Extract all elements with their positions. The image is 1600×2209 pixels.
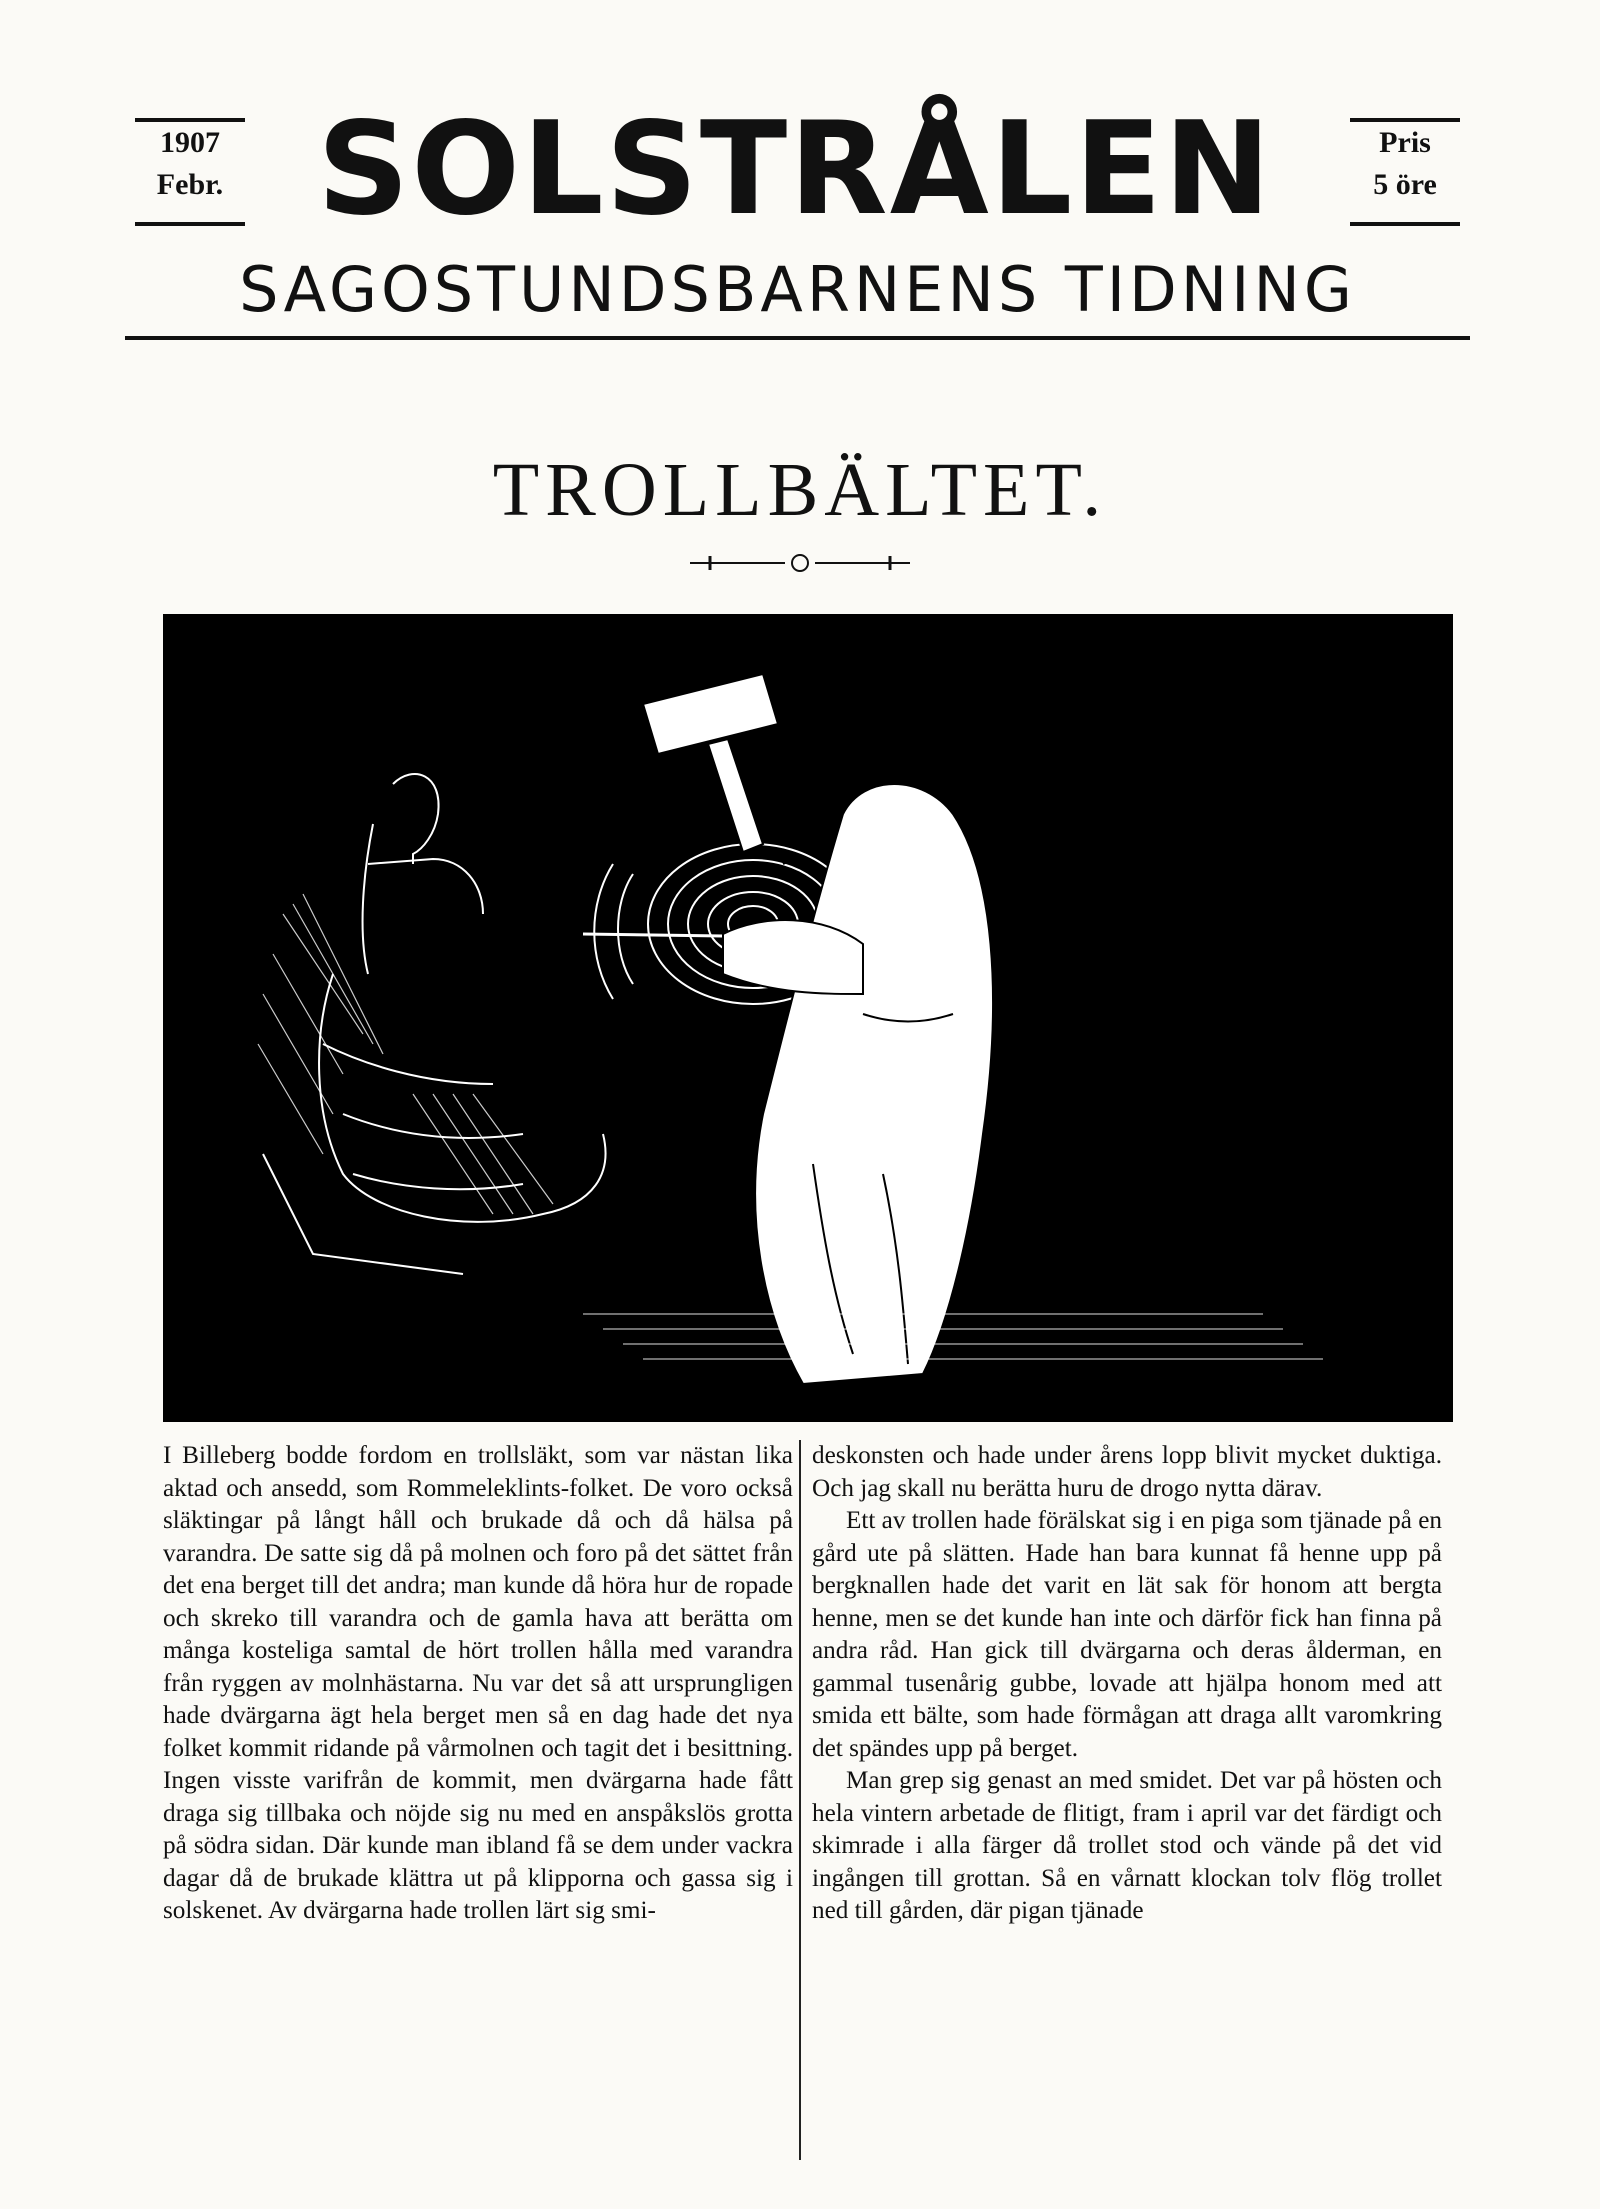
newspaper-title: SOLSTRÅLEN xyxy=(317,95,1273,244)
issue-date-box xyxy=(135,118,245,226)
paragraph: I Billeberg bodde fordom en trollsläkt, som var nästan lika aktad och ansedd, som Rommeleklints-folket. De voro också släktingar på långt håll och brukade då och då hälsa på varandra. De satte sig då på molnen och foro på det sättet från det ena berget till det andra; man kunde då höra hur de ropade och skreko till varandra och de gamla hava att berätta om många kosteliga samtal de hört trollen hålla med varandra från ryggen av molnhästarna. Nu var det så att ursprungligen hade dvärgarna ägt hela berget men så en dag hade det nya folket kommit ridande på vårmolnen och tagit det i besittning. Ingen visste varifrån de kommit, men dvärgarna hade fått draga sig tillbaka och nöjde sig nu med en anspåkslös grotta på södra sidan. Där kunde man ibland få se dem under vackra dagar då de brukade klättra ut på klipporna och gassa sig i solskenet. Av dvärgarna hade trollen lärt sig smi- xyxy=(163,1442,793,1924)
masthead-rule xyxy=(125,336,1470,340)
paragraph: deskonsten och hade under årens lopp blivit mycket duktiga. Och jag skall nu berätta huru de drogo nytta därav. xyxy=(812,1442,1442,1502)
masthead xyxy=(125,95,1470,380)
issue-month: Febr. xyxy=(156,168,224,201)
paragraph: Ett av trollen hade förälskat sig i en piga som tjänade på en gård ute på slätten. Hade han bara kunnat få henne upp på bergknallen hade det varit en lät sak för honom att bergta henne, men se det kunde han inte och därför fick han finna på andra råd. Han gick till dvärgarna och deras ålderman, en gammal tusenårig gubbe, lovade att hjälpa honom med att smida ett bälte, som hade förmågan att draga allt varomkring det spändes upp på berget. xyxy=(812,1507,1442,1762)
newspaper-subtitle: SAGOSTUNDSBARNENS TIDNING xyxy=(239,253,1356,326)
issue-year: 1907 xyxy=(160,126,220,159)
article-column-left xyxy=(163,1440,793,2160)
price-value: 5 öre xyxy=(1373,168,1437,201)
price-label: Pris xyxy=(1379,126,1431,159)
illustration-trolls-forging-belt xyxy=(163,614,1453,1422)
article-title: TROLLBÄLTET. xyxy=(492,448,1108,532)
price-box xyxy=(1350,118,1460,226)
title-ornament xyxy=(680,550,920,576)
paragraph: Man grep sig genast an med smidet. Det var på hösten och hela vintern arbetade de flitigt, fram i april var det färdigt och skimrade i alla färger då trollet stod och vände på det vid ingången till grottan. Så en vårnatt klockan tolv flög trollet ned till gården, där pigan tjänade xyxy=(812,1767,1442,1924)
column-divider xyxy=(799,1440,801,2160)
article-column-right xyxy=(812,1440,1442,2160)
